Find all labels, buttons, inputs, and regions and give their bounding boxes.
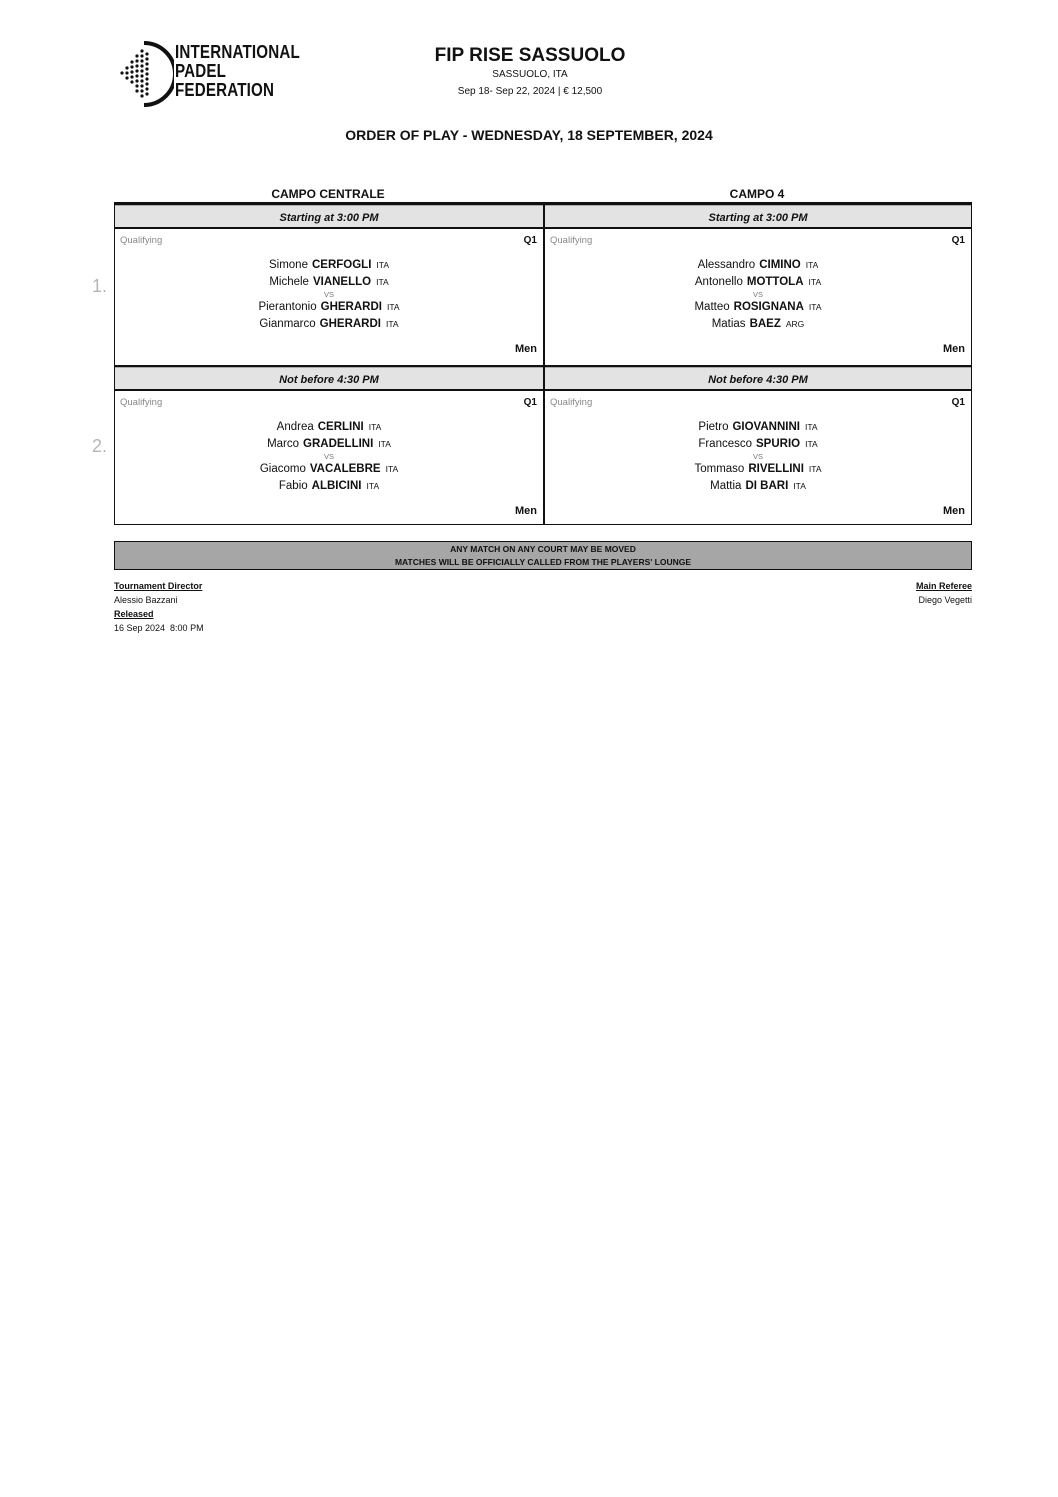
player: [115, 461, 543, 478]
player-nationality: ITA: [793, 481, 806, 491]
match-card: [543, 365, 971, 525]
logo-line-1: INTERNATIONAL: [175, 41, 300, 62]
match-players: [545, 419, 971, 495]
match-card: [115, 365, 543, 525]
tournament-name: FIP RISE SASSUOLO: [434, 45, 626, 66]
versus-label: VS: [323, 290, 334, 299]
player: [115, 478, 543, 495]
match-grid: [114, 202, 972, 525]
player-nationality: ITA: [376, 260, 389, 270]
player-first-name: Matteo: [694, 301, 730, 313]
player-first-name: Michele: [269, 276, 309, 288]
tournament-director-label: Tournament Director: [114, 581, 203, 591]
player-first-name: Antonello: [694, 276, 743, 288]
player: [115, 436, 543, 453]
player-last-name: DI BARI: [745, 480, 789, 492]
match-round: Q1: [951, 235, 965, 246]
row-number-1: 1.: [92, 276, 108, 296]
player: [545, 274, 971, 291]
player-last-name: CERFOGLI: [311, 259, 372, 271]
player-first-name: Francesco: [698, 438, 752, 450]
versus-label: VS: [752, 452, 763, 461]
player: [545, 436, 971, 453]
player-nationality: ITA: [805, 260, 819, 270]
player-first-name: Marco: [267, 438, 300, 450]
released-label: Released: [114, 609, 154, 619]
player: [545, 461, 971, 478]
player-last-name: BAEZ: [749, 318, 781, 330]
logo-wordmark: [175, 42, 300, 99]
player-nationality: ITA: [386, 319, 399, 329]
match-gender: Men: [943, 343, 965, 355]
player-last-name: SPURIO: [756, 438, 801, 450]
match-round: Q1: [951, 397, 965, 408]
match-time: Starting at 3:00 PM: [545, 205, 971, 229]
released-value: 16 Sep 2024 8:00 PM: [114, 623, 204, 633]
tournament-location: SASSUOLO, ITA: [492, 69, 568, 80]
main-referee-name: Diego Vegetti: [918, 595, 972, 605]
player-nationality: ITA: [804, 422, 818, 432]
court-header-1: CAMPO CENTRALE: [271, 187, 385, 201]
player-nationality: ITA: [808, 302, 822, 312]
player-last-name: ALBICINI: [311, 480, 362, 492]
match-players: [545, 257, 971, 333]
player-first-name: Pietro: [698, 421, 729, 433]
player-first-name: Simone: [268, 259, 308, 271]
player-first-name: Fabio: [278, 480, 308, 492]
match-time: Not before 4:30 PM: [545, 367, 971, 391]
match-card: [543, 205, 971, 365]
player-first-name: Andrea: [276, 421, 314, 433]
match-round: Q1: [523, 397, 537, 408]
player-first-name: Pierantonio: [258, 301, 317, 313]
notice-line-1: ANY MATCH ON ANY COURT MAY BE MOVED: [450, 544, 636, 554]
footer-right: [916, 579, 972, 607]
player-nationality: ITA: [386, 302, 400, 312]
player-last-name: MOTTOLA: [746, 276, 804, 288]
player-first-name: Giacomo: [259, 463, 306, 475]
player-nationality: ITA: [368, 422, 382, 432]
player: [545, 316, 971, 333]
main-referee-label: Main Referee: [915, 581, 972, 591]
match-category: Qualifying: [550, 397, 593, 408]
player: [545, 299, 971, 316]
fip-logo: [118, 40, 298, 108]
player-first-name: Gianmarco: [259, 318, 316, 330]
player-nationality: ITA: [385, 464, 399, 474]
match-card: [115, 205, 543, 365]
match-gender: Men: [515, 343, 537, 355]
player-last-name: RIVELLINI: [748, 463, 804, 475]
court-header-2: CAMPO 4: [729, 187, 785, 201]
player-first-name: Alessandro: [697, 259, 756, 271]
player-last-name: VIANELLO: [312, 276, 372, 288]
player-nationality: ITA: [805, 439, 818, 449]
logo-line-2: PADEL: [175, 60, 227, 81]
player-nationality: ITA: [378, 439, 391, 449]
player-last-name: GRADELLINI: [303, 438, 374, 450]
match-time: Starting at 3:00 PM: [115, 205, 543, 229]
notice-line-2: MATCHES WILL BE OFFICIALLY CALLED FROM THE PLAYERS' LOUNGE: [394, 557, 692, 567]
notice-banner: [114, 541, 972, 570]
tournament-director-name: Alessio Bazzani: [114, 595, 178, 605]
player: [115, 257, 543, 274]
player-first-name: Tommaso: [694, 463, 745, 475]
order-of-play-title: ORDER OF PLAY - WEDNESDAY, 18 SEPTEMBER, 2024: [345, 127, 713, 143]
match-players: [115, 257, 543, 333]
row-number-2: 2.: [92, 436, 108, 456]
footer-left: [114, 579, 204, 635]
player-nationality: ITA: [808, 464, 822, 474]
match-gender: Men: [515, 505, 537, 517]
player-nationality: ARG: [785, 319, 805, 329]
player: [545, 419, 971, 436]
player-last-name: CERLINI: [317, 421, 364, 433]
player-last-name: VACALEBRE: [309, 463, 381, 475]
player-last-name: GHERARDI: [319, 318, 381, 330]
player: [115, 274, 543, 291]
player-first-name: Mattia: [710, 480, 742, 492]
match-category: Qualifying: [120, 397, 163, 408]
tournament-header: [330, 44, 730, 99]
versus-label: VS: [323, 452, 334, 461]
versus-label: VS: [752, 290, 763, 299]
match-category: Qualifying: [120, 235, 163, 246]
player-last-name: GHERARDI: [320, 301, 382, 313]
player-last-name: GIOVANNINI: [732, 421, 800, 433]
match-gender: Men: [943, 505, 965, 517]
match-players: [115, 419, 543, 495]
player-last-name: CIMINO: [759, 259, 801, 271]
player: [545, 257, 971, 274]
player-nationality: ITA: [808, 277, 822, 287]
tournament-dates-prize: Sep 18- Sep 22, 2024 | € 12,500: [457, 86, 603, 97]
match-category: Qualifying: [550, 235, 593, 246]
player-nationality: ITA: [376, 277, 389, 287]
player: [115, 299, 543, 316]
player-nationality: ITA: [366, 481, 380, 491]
player-last-name: ROSIGNANA: [733, 301, 804, 313]
padel-racket-logo-icon: [118, 40, 174, 108]
player: [115, 316, 543, 333]
match-round: Q1: [523, 235, 537, 246]
player-first-name: Matias: [711, 318, 746, 330]
logo-line-3: FEDERATION: [175, 79, 275, 100]
player: [115, 419, 543, 436]
player: [545, 478, 971, 495]
match-time: Not before 4:30 PM: [115, 367, 543, 391]
